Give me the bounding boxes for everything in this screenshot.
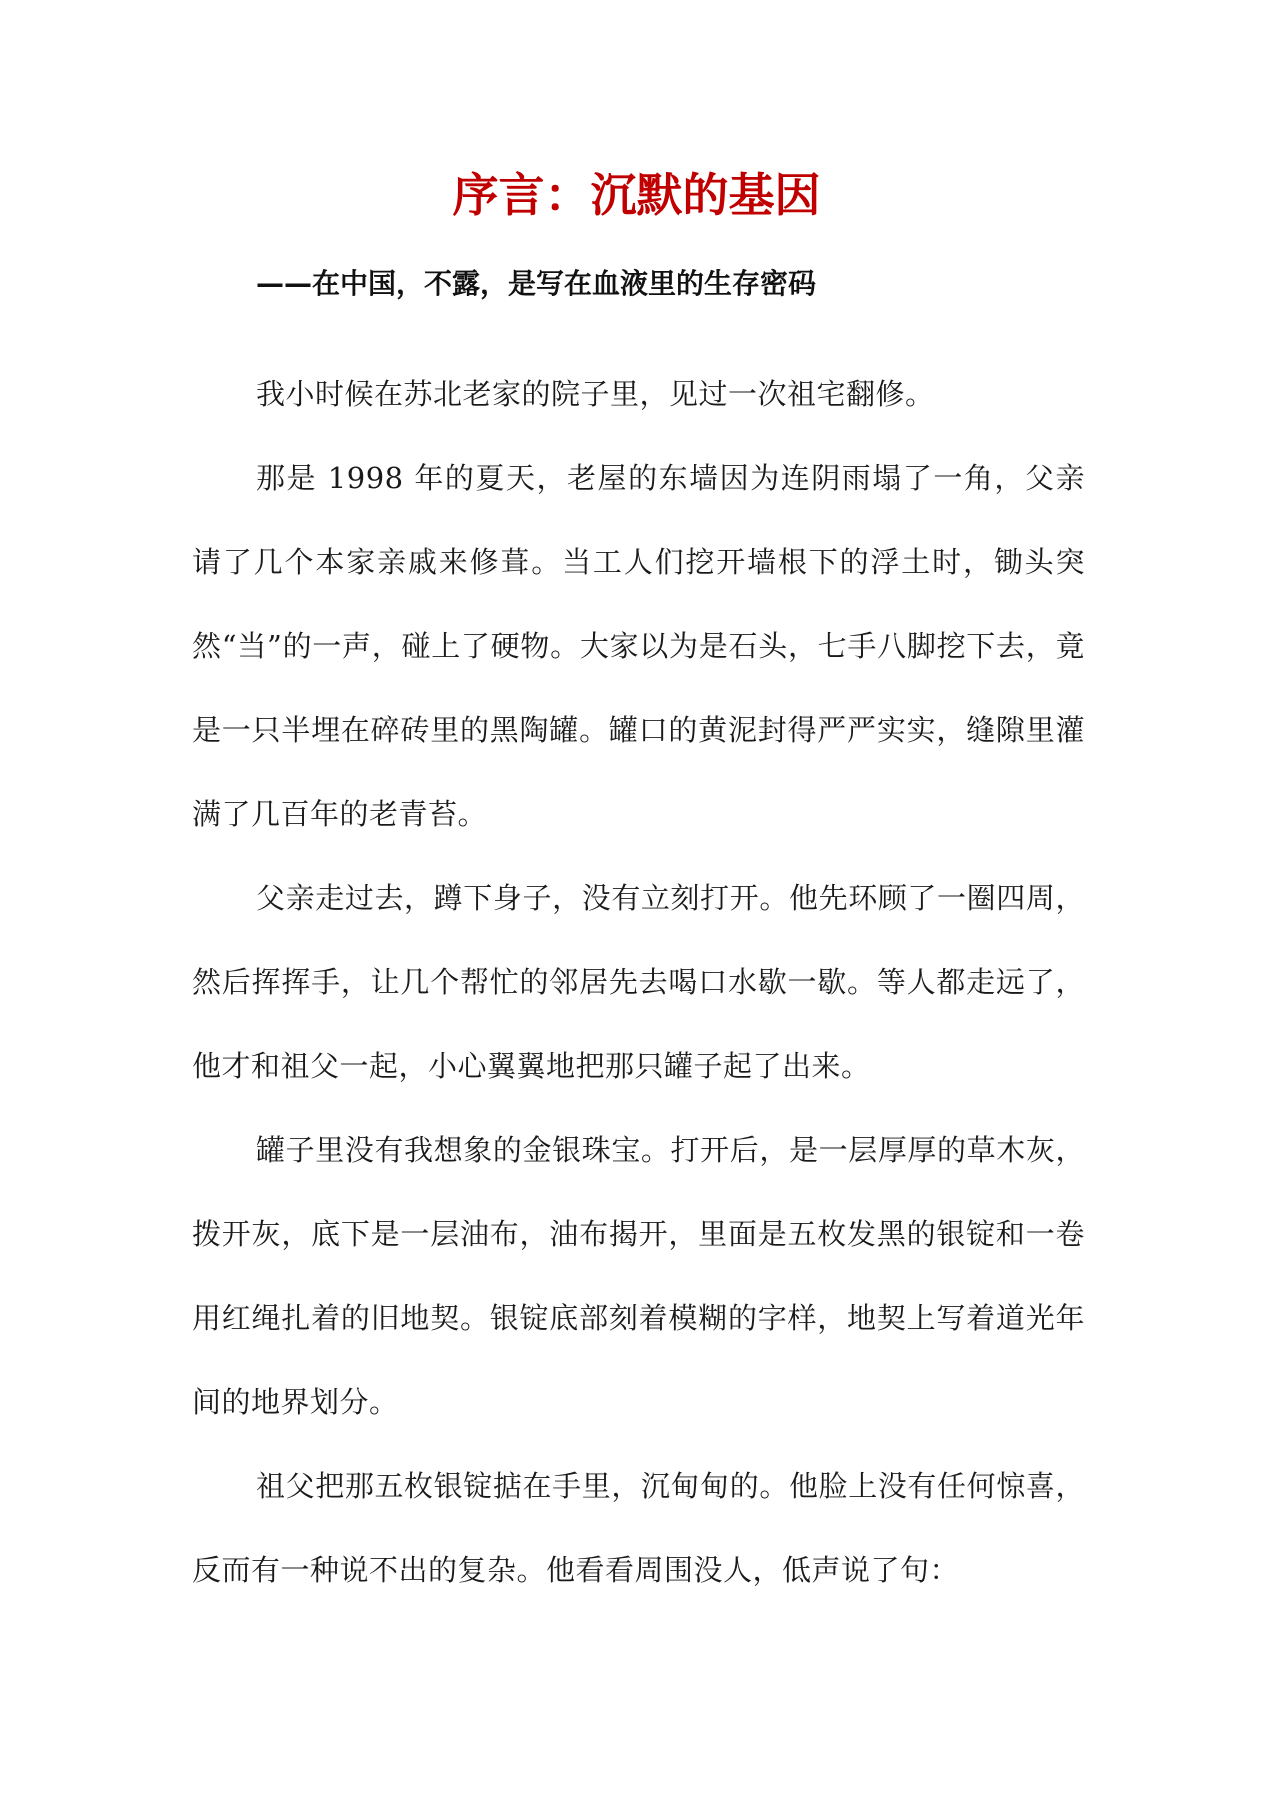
paragraph: 那是 1998 年的夏天，老屋的东墙因为连阴雨塌了一角，父亲请了几个本家亲戚来修葺。当工人们挖开墙根下的浮土时，锄头突然“当”的一声，碰上了硬物。大家以为是石头，七手八脚挖下去，竟是一只半埋在碎砖里的黑陶罐。罐口的黄泥封得严严实实，缝隙里灌满了几百年的老青苔。 — [192, 461, 1085, 831]
paragraph: 罐子里没有我想象的金银珠宝。打开后，是一层厚厚的草木灰，拨开灰，底下是一层油布，油布揭开，里面是五枚发黑的银锭和一卷用红绳扎着的旧地契。银锭底部刻着模糊的字样，地契上写着道光年间的地界划分。 — [192, 1133, 1085, 1419]
paragraph: 父亲走过去，蹲下身子，没有立刻打开。他先环顾了一圈四周，然后挥挥手，让几个帮忙的邻居先去喝口水歇一歇。等人都走远了，他才和祖父一起，小心翼翼地把那只罐子起了出来。 — [192, 881, 1085, 1083]
document-subtitle: ——在中国，不露，是写在血液里的生存密码 — [256, 267, 817, 300]
paragraph: 我小时候在苏北老家的院子里，见过一次祖宅翻修。 — [256, 377, 935, 411]
document-title: 序言：沉默的基因 — [452, 168, 821, 222]
document-body — [192, 352, 1085, 1612]
paragraph: 祖父把那五枚银锭掂在手里，沉甸甸的。他脸上没有任何惊喜，反而有一种说不出的复杂。他看看周围没人，低声说了句： — [192, 1469, 1085, 1587]
